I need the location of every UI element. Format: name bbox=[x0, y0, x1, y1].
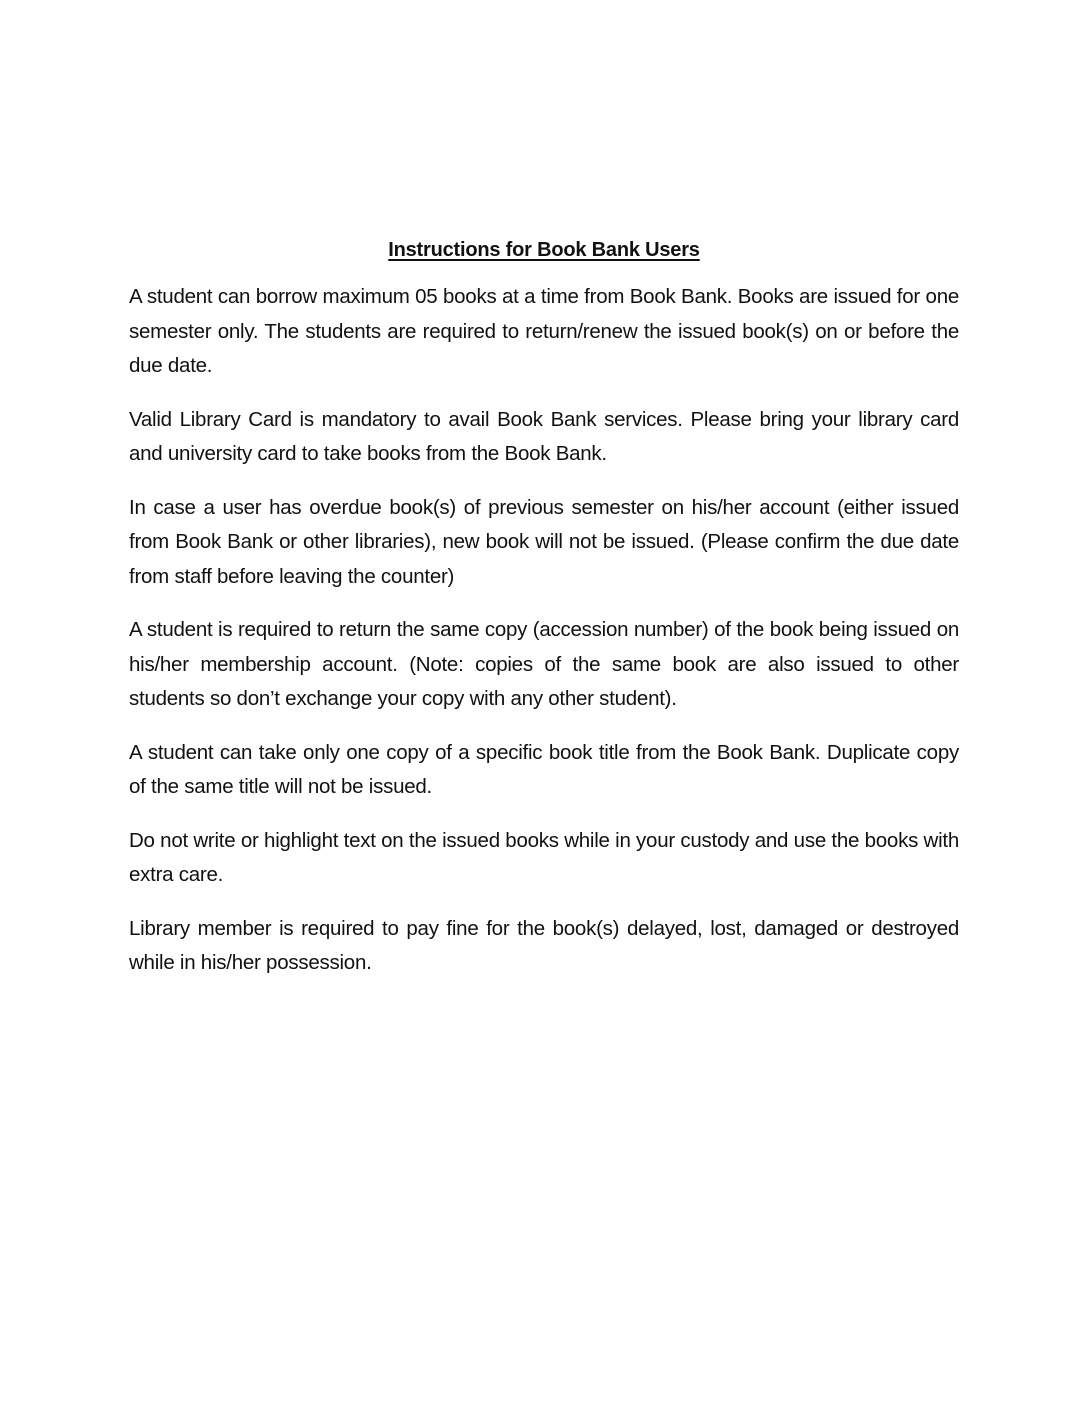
paragraph-overdue-books: In case a user has overdue book(s) of previous semester on his/her account (either issued from Book Bank or other libraries), new book will not be issued. (Please confirm the due date from staff before leaving the counter) bbox=[129, 495, 959, 588]
paragraph-one-copy: A student can take only one copy of a specific book title from the Book Bank. Duplicate copy of the same title will not be issued. bbox=[129, 740, 959, 798]
document-body bbox=[129, 236, 959, 1000]
paragraph-care: Do not write or highlight text on the issued books while in your custody and use the books with extra care. bbox=[129, 828, 959, 886]
paragraph-borrow-limit: A student can borrow maximum 05 books at a time from Book Bank. Books are issued for one semester only. The students are required to return/renew the issued book(s) on or before the due date. bbox=[129, 285, 959, 377]
paragraph-same-copy: A student is required to return the same copy (accession number) of the book being issued on his/her membership account. (Note: copies of the same book are also issued to other students so don’t exchange your copy with any other student). bbox=[129, 618, 959, 710]
paragraph-fine: Library member is required to pay fine for the book(s) delayed, lost, damaged or destroyed while in his/her possession. bbox=[129, 916, 959, 974]
paragraph-library-card: Valid Library Card is mandatory to avail Book Bank services. Please bring your library card and university card to take books from the Book Bank. bbox=[129, 407, 959, 465]
document-title: Instructions for Book Bank Users bbox=[388, 239, 700, 261]
